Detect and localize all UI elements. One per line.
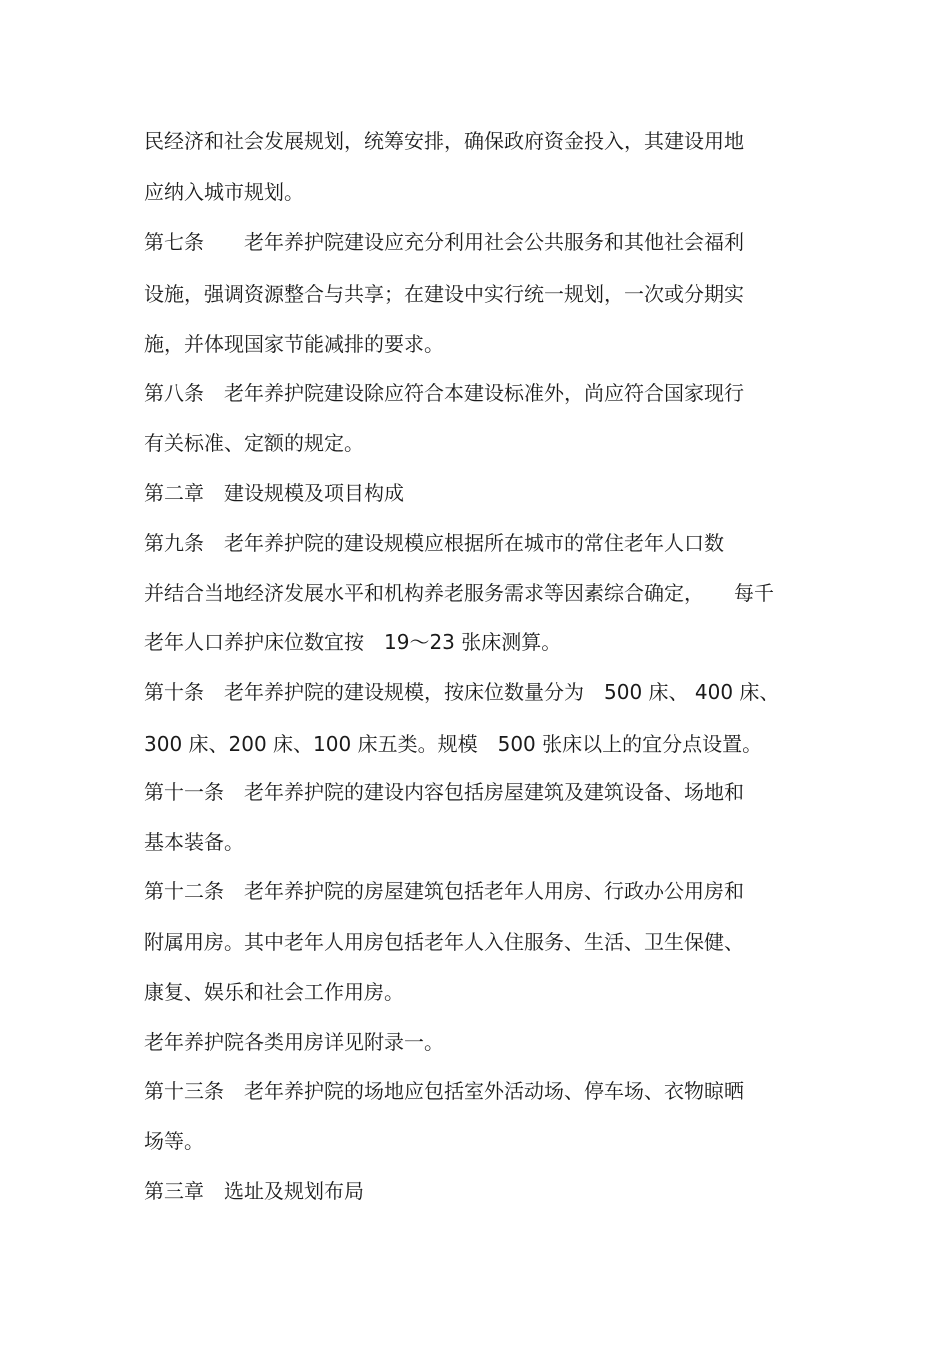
chapter-2-heading: 第二章 建设规模及项目构成 <box>144 481 404 505</box>
text-line: 康复、娱乐和社会工作用房。 <box>144 980 404 1004</box>
text-line: 300 床、200 床、100 床五类。规模 500 张床以上的宜分点设置。 <box>144 732 763 756</box>
article-10-line: 第十条 老年养护院的建设规模，按床位数量分为 500 床、 400 床、 <box>144 680 780 704</box>
text-line: 老年人口养护床位数宜按 19～23 张床测算。 <box>144 630 562 654</box>
article-13-line: 第十三条 老年养护院的场地应包括室外活动场、停车场、衣物晾晒 <box>144 1079 744 1103</box>
text-line: 应纳入城市规划。 <box>144 180 304 204</box>
article-8-line: 第八条 老年养护院建设除应符合本建设标准外，尚应符合国家现行 <box>144 381 744 405</box>
text-line: 有关标准、定额的规定。 <box>144 431 364 455</box>
article-7-line: 第七条 老年养护院建设应充分利用社会公共服务和其他社会福利 <box>144 230 744 254</box>
text-line: 设施，强调资源整合与共享；在建设中实行统一规划，一次或分期实 <box>144 282 744 306</box>
text-line: 场等。 <box>144 1129 204 1153</box>
text-line: 基本装备。 <box>144 830 244 854</box>
text-line: 并结合当地经济发展水平和机构养老服务需求等因素综合确定， 每千 <box>144 581 774 605</box>
article-12-line: 第十二条 老年养护院的房屋建筑包括老年人用房、行政办公用房和 <box>144 879 744 903</box>
text-line: 施，并体现国家节能减排的要求。 <box>144 332 444 356</box>
chapter-3-heading: 第三章 选址及规划布局 <box>144 1179 364 1203</box>
text-line: 附属用房。其中老年人用房包括老年人入住服务、生活、卫生保健、 <box>144 930 744 954</box>
article-9-line: 第九条 老年养护院的建设规模应根据所在城市的常住老年人口数 <box>144 531 724 555</box>
text-line: 民经济和社会发展规划，统筹安排，确保政府资金投入，其建设用地 <box>144 129 744 153</box>
article-11-line: 第十一条 老年养护院的建设内容包括房屋建筑及建筑设备、场地和 <box>144 780 744 804</box>
text-line: 老年养护院各类用房详见附录一。 <box>144 1030 444 1054</box>
